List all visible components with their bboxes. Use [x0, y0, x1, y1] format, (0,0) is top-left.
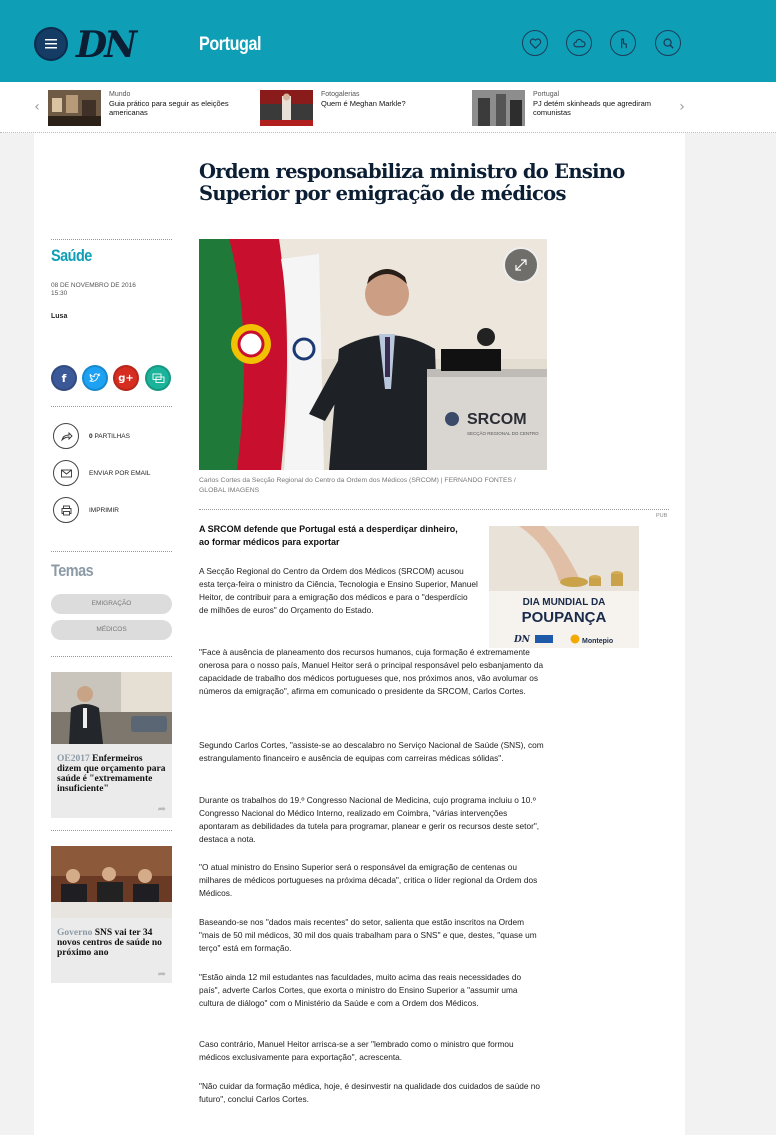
print-button[interactable] — [53, 497, 173, 523]
google-plus-icon: g+ — [118, 372, 134, 384]
shares-button[interactable] — [53, 423, 173, 449]
email-button[interactable] — [53, 460, 173, 486]
strip-category: Fotogalerias — [321, 91, 360, 98]
divider — [51, 406, 172, 407]
ad-dn-logo: DN — [514, 635, 531, 645]
strip-thumbnail — [48, 90, 101, 126]
tag-pill[interactable]: MÉDICOS — [51, 620, 172, 640]
weather-button[interactable] — [566, 30, 592, 56]
email-label: ENVIAR POR EMAIL — [89, 469, 151, 477]
ad-label: PUB — [656, 513, 668, 519]
email-icon — [60, 467, 73, 480]
menu-icon — [45, 39, 57, 49]
article-paragraph: Segundo Carlos Cortes, "assiste-se ao descalabro no Serviço Nacional de Saúde (SNS), com estrangulamento financeiro e ausência de equipas com carreiras médicas sólidas". — [199, 740, 544, 763]
touch-button[interactable] — [610, 30, 636, 56]
site-logo[interactable]: DN — [76, 24, 135, 66]
article-author: Lusa — [51, 313, 68, 320]
ad-line1: DIA MUNDIAL DA — [522, 597, 606, 608]
search-button[interactable] — [655, 30, 681, 56]
divider — [51, 830, 172, 831]
tag-pill[interactable]: EMIGRAÇÃO — [51, 594, 172, 614]
related-article-image — [51, 846, 172, 918]
tap-icon — [617, 37, 630, 50]
print-label: IMPRIMIR — [89, 506, 119, 514]
advertisement-image — [489, 526, 639, 648]
article-time: 15:30 — [51, 290, 68, 297]
strip-item[interactable] — [472, 90, 663, 126]
facebook-icon: f — [61, 371, 67, 385]
strip-headline[interactable]: Quem é Meghan Markle? — [321, 99, 406, 108]
photo-caption: Carlos Cortes da Secção Regional do Centro da Ordem dos Médicos (SRCOM) | FERNANDO FONTES / GLOBAL IMAGENS — [199, 477, 516, 494]
print-icon — [60, 504, 73, 517]
share-icon — [60, 430, 73, 443]
related-tag: Governo — [57, 928, 93, 938]
related-article-card[interactable] — [51, 672, 172, 818]
related-title[interactable]: Enfermeiros dizem que orçamento para saúde é "extremamente insuficiente" — [57, 754, 166, 794]
shares-label: PARTILHAS — [94, 432, 130, 440]
twitter-share-button[interactable] — [82, 365, 108, 391]
top-header — [0, 0, 776, 82]
strip-next-button[interactable] — [675, 98, 689, 116]
divider — [51, 239, 172, 240]
article-paragraph: Durante os trabalhos do 19.º Congresso Nacional de Medicina, cujo programa incluiu o 10.º Congresso Nacional do Médico Interno, realizado em Coimbra, "várias intervenções apontaram as debilidades da tutela para programar, planear e gerir os recursos deste setor", destaca a nota. — [199, 795, 540, 844]
strip-prev-button[interactable] — [30, 98, 44, 116]
news-strip — [0, 82, 776, 133]
article-headline: Ordem responsabiliza ministro do Ensino Superior por emigração de médicos — [199, 160, 625, 205]
article-photo[interactable] — [199, 239, 547, 470]
related-tag: OE2017 — [57, 754, 90, 764]
article-paragraph: Baseando-se nos "dados mais recentes" do setor, salienta que estão inscritos na Ordem "mais de 50 mil médicos, 30 mil dos quais trabalham para o SNS" e que, destes, "quase um terço" está em formação. — [199, 917, 537, 953]
chevron-right-icon: › — [679, 99, 685, 115]
ad-brand: Montepio — [582, 638, 614, 645]
article-date-day: 08 DE NOVEMBRO DE 2016 — [51, 282, 136, 289]
share-icon[interactable]: ➦ — [157, 969, 166, 980]
share-icon[interactable]: ➦ — [157, 804, 166, 815]
expand-photo-button[interactable] — [503, 247, 539, 283]
article-paragraph: Caso contrário, Manuel Heitor arrisca-se a ser "lembrado como o ministro que formou médicos exclusivamente para exportação", acrescenta. — [199, 1039, 514, 1062]
article-lead: A SRCOM defende que Portugal está a desperdiçar dinheiro, ao formar médicos para exportar — [199, 524, 458, 547]
divider — [51, 551, 172, 552]
strip-item[interactable] — [260, 90, 451, 126]
cloud-icon — [573, 37, 586, 50]
photo-sign-text: SRCOM — [467, 411, 527, 428]
strip-category: Portugal — [533, 91, 560, 98]
article-paragraph: "Não cuidar da formação médica, hoje, é desinvestir na qualidade dos cuidados de saúde no futuro", conclui Carlos Cortes. — [199, 1081, 541, 1104]
facebook-share-button[interactable] — [51, 365, 77, 391]
shares-count: 0 — [89, 432, 93, 440]
article-category[interactable]: Saúde — [51, 246, 92, 265]
heart-icon — [529, 37, 542, 50]
advertisement[interactable] — [489, 526, 639, 648]
favorites-button[interactable] — [522, 30, 548, 56]
divider — [199, 509, 669, 510]
related-article-image — [51, 672, 172, 744]
strip-thumbnail — [260, 90, 313, 126]
comments-button[interactable] — [145, 365, 171, 391]
google-plus-share-button[interactable] — [113, 365, 139, 391]
twitter-icon — [89, 372, 101, 384]
chevron-left-icon: ‹ — [34, 99, 40, 115]
strip-category: Mundo — [109, 91, 131, 98]
divider — [51, 656, 172, 657]
expand-icon — [512, 256, 530, 274]
article-paragraph: "Estão ainda 12 mil estudantes nas faculdades, muito acima das reais necessidades do país", adverte Carlos Cortes, que exorta o ministro do Ensino Superior a "assumir uma cultura de diálogo" com o Ministério da Saúde e com a Ordem dos Médicos. — [199, 972, 522, 1008]
strip-item[interactable] — [48, 90, 239, 126]
strip-headline[interactable]: PJ detém skinheads que agrediram comunistas — [533, 99, 651, 117]
strip-headline[interactable]: Guia prático para seguir as eleições americanas — [109, 99, 229, 117]
related-article-card[interactable] — [51, 846, 172, 983]
strip-thumbnail — [472, 90, 525, 126]
photo-sign-subtext: SECÇÃO REGIONAL DO CENTRO — [467, 431, 539, 436]
article-paragraph: "O atual ministro do Ensino Superior será o responsável da emigração de centenas ou milhares de médicos portugueses na próxima década", critica o líder regional da Ordem dos Médicos. — [199, 862, 538, 898]
article-date — [51, 282, 136, 298]
menu-button[interactable] — [34, 27, 68, 61]
search-icon — [662, 37, 675, 50]
article-photo-image — [199, 239, 547, 470]
related-title[interactable]: SNS vai ter 34 novos centros de saúde no próximo ano — [57, 928, 162, 958]
ad-line2: POUPANÇA — [521, 609, 607, 626]
comments-icon — [152, 373, 165, 384]
temas-title: Temas — [51, 561, 94, 580]
article-paragraph: A Secção Regional do Centro da Ordem dos Médicos (SRCOM) acusou esta terça-feira o ministro da Ciência, Tecnologia e Ensino Superior, Manuel Heitor, de contribuir para a emigração dos médicos e para o "desperdício de milhões de euros" do Orçamento do Estado. — [199, 566, 478, 615]
section-title[interactable]: Portugal — [199, 34, 262, 55]
article-paragraph: "Face à ausência de planeamento dos recursos humanos, cuja formação é extremamente onerosa para o nosso país, Manuel Heitor será o principal responsável pelo esbanjamento da capacidade de trabalho dos médicos portugueses que, nos próximos anos, vão avolumar os números da emigração", afirma em comunicado o presidente da SRCOM, Carlos Cortes. — [199, 647, 544, 696]
